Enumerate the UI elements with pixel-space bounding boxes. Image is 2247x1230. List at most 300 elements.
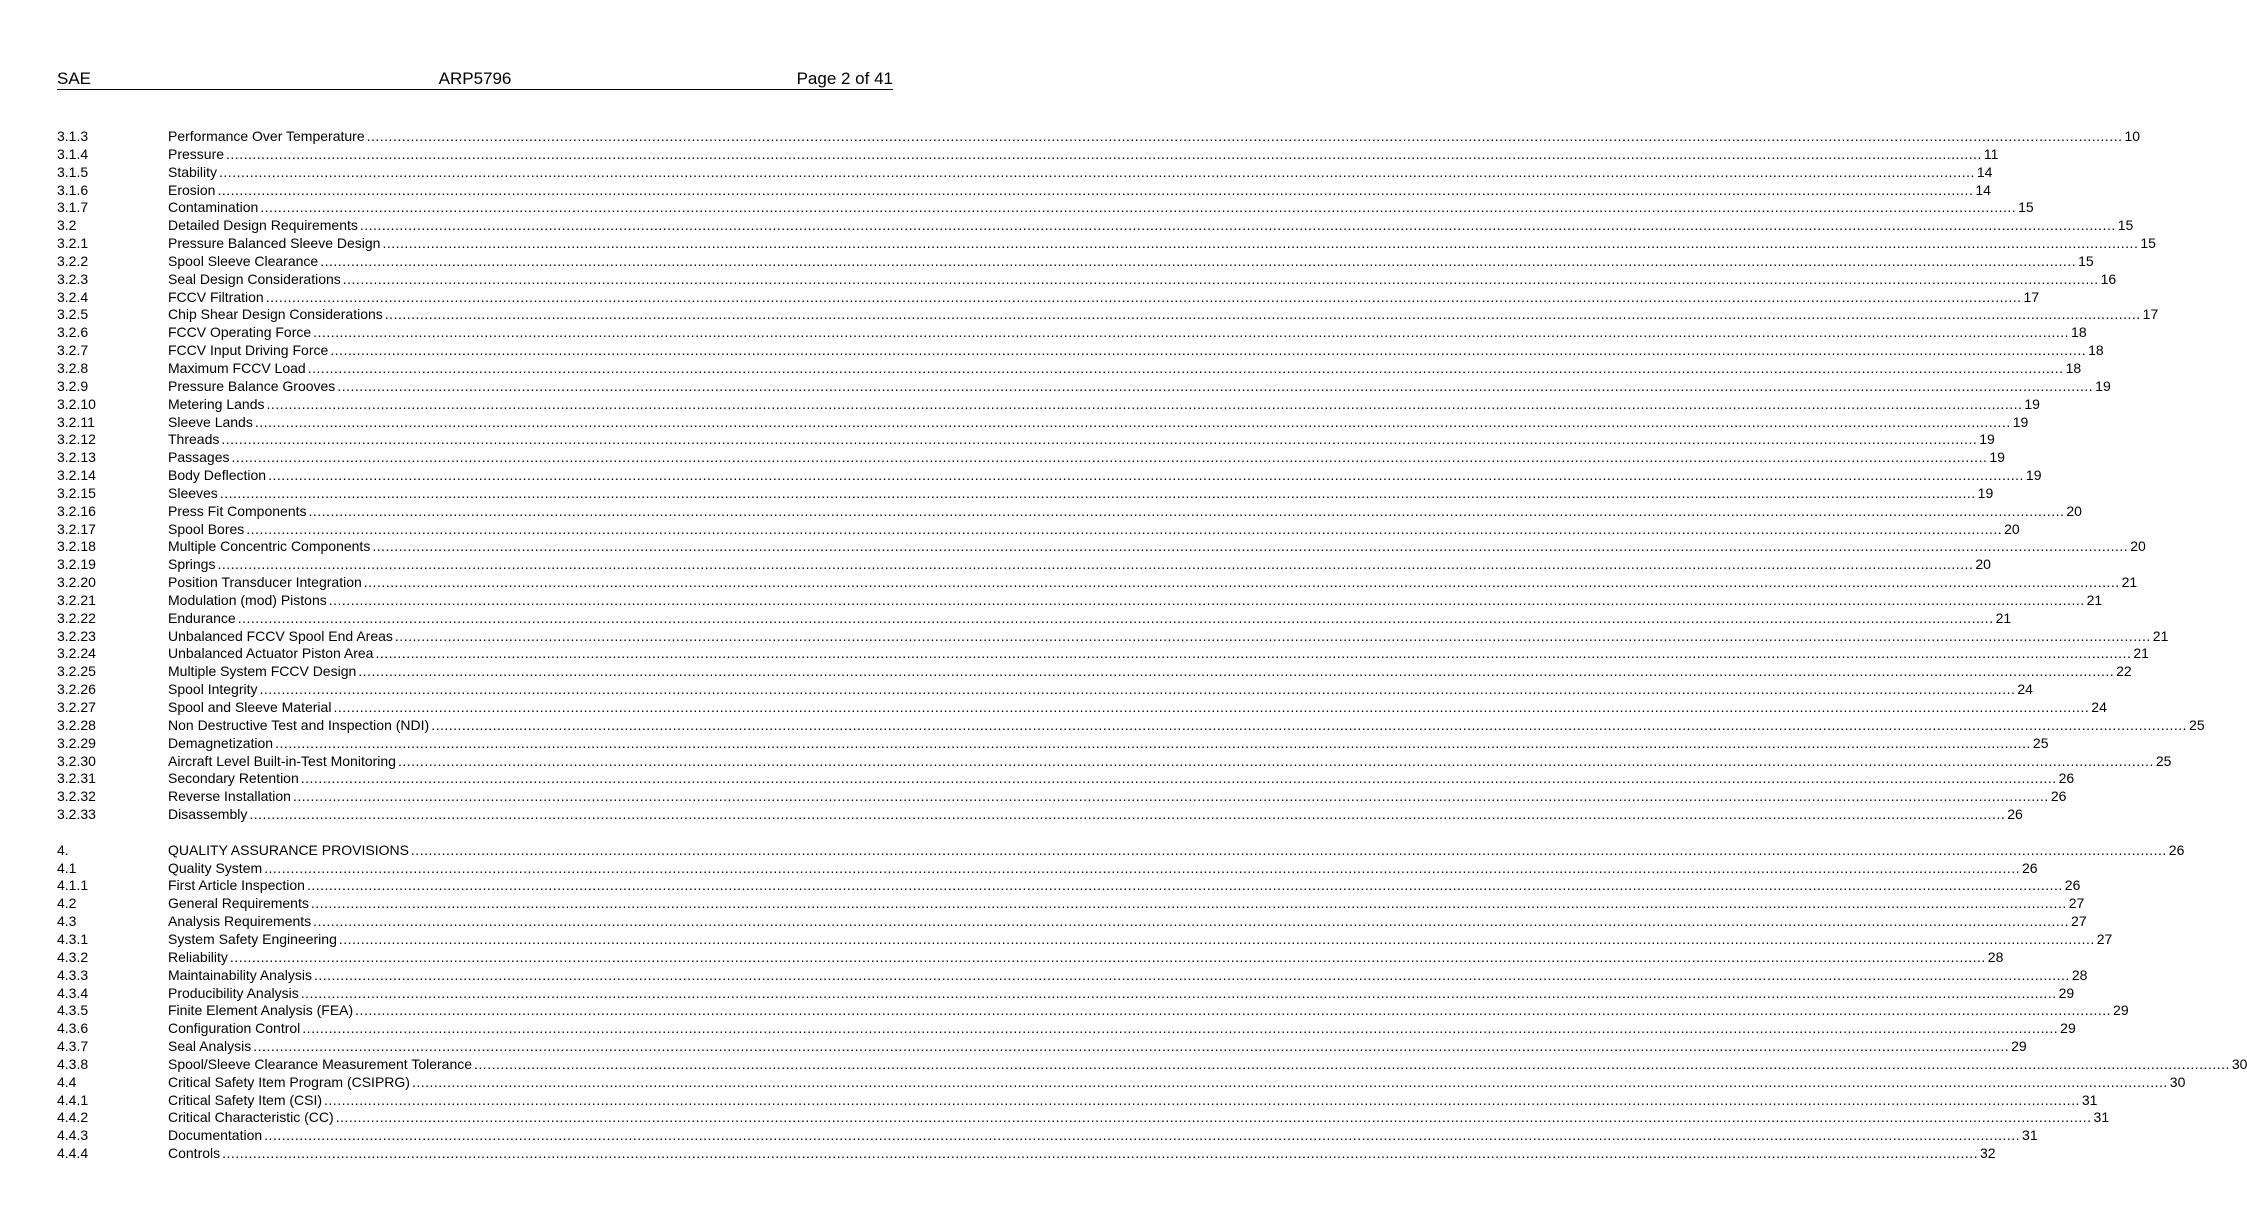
toc-section-number: 4.3 xyxy=(57,913,77,930)
toc-page-number: 30 xyxy=(2231,1055,2247,1072)
toc-title-container xyxy=(168,1145,1978,1163)
toc-entry[interactable] xyxy=(57,484,1994,503)
toc-dot-leader: ................................................................................................................................................................................................................................................................................................................................................................................................................ xyxy=(222,1145,1978,1162)
toc-section-title: Seal Analysis xyxy=(168,1038,252,1055)
toc-title-container xyxy=(168,324,2069,342)
toc-section-title: Secondary Retention xyxy=(168,770,299,787)
toc-page-number: 29 xyxy=(2113,1002,2129,1019)
toc-dot-leader: ................................................................................................................................................................................................................................................................................................................................................................................................................ xyxy=(382,235,2139,252)
toc-entry[interactable] xyxy=(57,235,2156,253)
toc-page-number: 26 xyxy=(2064,877,2081,894)
toc-entry[interactable] xyxy=(57,663,2132,681)
toc-dot-leader: ................................................................................................................................................................................................................................................................................................................................................................................................................ xyxy=(264,859,2020,876)
toc-section-title: Controls xyxy=(168,1145,221,1162)
toc-section-number: 4.4.4 xyxy=(57,1145,89,1162)
toc-page-number: 20 xyxy=(2066,502,2082,519)
toc-page-number: 27 xyxy=(2068,895,2085,912)
toc-section-number: 3.2.17 xyxy=(57,520,96,537)
toc-dot-leader: ................................................................................................................................................................................................................................................................................................................................................................................................................ xyxy=(363,574,2120,591)
toc-section-title: Sleeve Lands xyxy=(168,413,253,430)
toc-entry[interactable] xyxy=(57,324,2087,342)
toc-section-number: 3.2.13 xyxy=(57,449,96,466)
toc-dot-leader: ................................................................................................................................................................................................................................................................................................................................................................................................................ xyxy=(342,270,2099,287)
toc-page-number: 31 xyxy=(2022,1127,2038,1144)
toc-dot-leader: ................................................................................................................................................................................................................................................................................................................................................................................................................ xyxy=(260,199,2017,216)
toc-dot-leader: ................................................................................................................................................................................................................................................................................................................................................................................................................ xyxy=(292,788,2049,805)
toc-entry[interactable] xyxy=(57,788,2067,806)
toc-title-container xyxy=(168,1020,2058,1038)
toc-section-number: 4. xyxy=(57,841,69,858)
toc-dot-leader: ................................................................................................................................................................................................................................................................................................................................................................................................................ xyxy=(246,520,2003,537)
toc-title-container xyxy=(168,788,2049,806)
toc-section-title: Performance Over Temperature xyxy=(168,128,365,144)
toc-dot-leader: ................................................................................................................................................................................................................................................................................................................................................................................................................ xyxy=(226,145,1982,162)
toc-entry[interactable] xyxy=(57,591,2103,610)
toc-entry[interactable] xyxy=(57,520,2020,539)
toc-page-number: 18 xyxy=(2065,359,2082,376)
toc-title-container xyxy=(168,396,2022,414)
toc-title-container xyxy=(168,414,2011,432)
toc-dot-leader: ................................................................................................................................................................................................................................................................................................................................................................................................................ xyxy=(384,306,2141,323)
page-header xyxy=(57,69,893,90)
toc-dot-leader: ................................................................................................................................................................................................................................................................................................................................................................................................................ xyxy=(253,1038,2010,1055)
toc-section-number: 3.2.11 xyxy=(57,413,95,430)
toc-title-container xyxy=(168,895,2067,913)
toc-dot-leader: ................................................................................................................................................................................................................................................................................................................................................................................................................ xyxy=(375,645,2132,662)
toc-title-container xyxy=(168,645,2131,663)
toc-title-container xyxy=(168,967,2070,985)
toc-title-container xyxy=(168,360,2064,378)
toc-title-container xyxy=(168,271,2099,289)
toc-page-number: 22 xyxy=(2116,663,2132,680)
toc-entry[interactable] xyxy=(57,431,1995,449)
toc-dot-leader: ................................................................................................................................................................................................................................................................................................................................................................................................................ xyxy=(394,627,2151,644)
toc-section-title: Spool and Sleeve Material xyxy=(168,699,332,715)
toc-page-number: 18 xyxy=(2071,324,2087,341)
toc-entry[interactable] xyxy=(57,306,2159,324)
toc-dot-leader: ................................................................................................................................................................................................................................................................................................................................................................................................................ xyxy=(324,1091,2080,1108)
toc-entry[interactable] xyxy=(57,1091,2098,1110)
toc-page-number: 30 xyxy=(2169,1073,2186,1090)
toc-title-container xyxy=(168,931,2095,949)
toc-title-container xyxy=(168,503,2064,521)
toc-dot-leader: ................................................................................................................................................................................................................................................................................................................................................................................................................ xyxy=(217,556,1974,573)
toc-dot-leader: ................................................................................................................................................................................................................................................................................................................................................................................................................ xyxy=(221,431,1978,448)
toc-section-number: 3.1.5 xyxy=(57,163,89,180)
toc-entry[interactable] xyxy=(57,1109,2110,1127)
toc-entry[interactable] xyxy=(57,930,2113,949)
toc-dot-leader: ................................................................................................................................................................................................................................................................................................................................................................................................................ xyxy=(307,359,2064,376)
toc-page-number: 31 xyxy=(2093,1109,2110,1126)
toc-section-number: 3.2.23 xyxy=(57,627,96,644)
toc-title-container xyxy=(168,877,2063,895)
toc-section-number: 3.2.12 xyxy=(57,431,96,448)
toc-entry[interactable] xyxy=(57,556,1991,574)
toc-section-title: Threads xyxy=(168,431,220,448)
toc-dot-leader: ................................................................................................................................................................................................................................................................................................................................................................................................................ xyxy=(310,895,2067,912)
toc-title-container xyxy=(168,538,2128,556)
toc-section-title: Body Deflection xyxy=(168,467,267,484)
toc-section-number: 4.3.2 xyxy=(57,948,89,965)
toc-title-container xyxy=(168,717,2187,735)
toc-page-number: 27 xyxy=(2096,930,2113,947)
toc-page-number: 11 xyxy=(1983,145,1999,162)
toc-page-number: 21 xyxy=(2152,627,2169,644)
toc-page-number: 19 xyxy=(1989,449,2005,466)
toc-page-number: 29 xyxy=(2011,1038,2027,1055)
toc-page-number: 19 xyxy=(2095,377,2111,394)
toc-entry[interactable] xyxy=(57,913,2087,931)
toc-title-container xyxy=(168,199,2016,217)
toc-section-title: QUALITY ASSURANCE PROVISIONS xyxy=(168,841,409,858)
toc-title-container xyxy=(168,770,2057,788)
toc-page-number: 19 xyxy=(2025,467,2042,484)
toc-page-number: 26 xyxy=(2007,806,2023,823)
toc-title-container xyxy=(168,1074,2168,1092)
toc-page-number: 20 xyxy=(1975,556,1991,573)
toc-title-container xyxy=(168,182,1973,200)
toc-section-number: 3.2.8 xyxy=(57,359,89,376)
toc-section-number: 3.2.19 xyxy=(57,556,96,573)
toc-title-container xyxy=(168,128,2122,146)
toc-section-number: 3.2.29 xyxy=(57,734,96,751)
toc-title-container xyxy=(168,806,2005,824)
toc-entry[interactable] xyxy=(57,1055,2247,1074)
toc-dot-leader: ................................................................................................................................................................................................................................................................................................................................................................................................................ xyxy=(300,984,2057,1001)
toc-section-title: Sleeves xyxy=(168,484,218,501)
toc-section-number: 3.1.3 xyxy=(57,128,89,144)
toc-dot-leader: ................................................................................................................................................................................................................................................................................................................................................................................................................ xyxy=(410,841,2167,858)
toc-dot-leader: ................................................................................................................................................................................................................................................................................................................................................................................................................ xyxy=(313,324,2070,341)
toc-page-number: 19 xyxy=(1979,431,1995,448)
toc-section-number: 3.2.10 xyxy=(57,395,96,412)
toc-title-container xyxy=(168,306,2141,324)
toc-entry[interactable] xyxy=(57,502,2082,521)
toc-title-container xyxy=(168,860,2020,878)
toc-dot-leader: ................................................................................................................................................................................................................................................................................................................................................................................................................ xyxy=(337,377,2094,394)
toc-entry[interactable] xyxy=(57,217,2134,235)
toc-section-number: 3.2.16 xyxy=(57,502,96,519)
toc-entry[interactable] xyxy=(57,377,2111,396)
toc-entry[interactable] xyxy=(57,948,2004,967)
toc-section-number: 4.1.1 xyxy=(57,877,89,894)
toc-entry[interactable] xyxy=(57,645,2149,663)
toc-dot-leader: ................................................................................................................................................................................................................................................................................................................................................................................................................ xyxy=(219,484,1976,501)
toc-title-container xyxy=(168,1056,2230,1074)
toc-title-container xyxy=(168,1092,2080,1110)
toc-section-number: 3.2.21 xyxy=(57,591,96,608)
toc-dot-leader: ................................................................................................................................................................................................................................................................................................................................................................................................................ xyxy=(330,342,2087,359)
toc-section-title: Pressure Balance Grooves xyxy=(168,377,336,394)
toc-page-number: 21 xyxy=(2121,574,2138,591)
toc-entry[interactable] xyxy=(57,252,2094,271)
toc-title-container xyxy=(168,663,2114,681)
toc-entry[interactable] xyxy=(57,806,2023,824)
toc-section-number: 3.1.4 xyxy=(57,145,89,162)
toc-section-title: Spool Sleeve Clearance xyxy=(168,252,319,269)
toc-entry[interactable] xyxy=(57,449,2005,467)
toc-entry[interactable] xyxy=(57,877,2081,895)
toc-section-title: Spool/Sleeve Clearance Measurement Tolerance xyxy=(168,1055,473,1072)
toc-section-title: Detailed Design Requirements xyxy=(168,217,358,234)
toc-title-container xyxy=(168,681,2015,699)
toc-dot-leader: ................................................................................................................................................................................................................................................................................................................................................................................................................ xyxy=(229,948,1986,965)
toc-dot-leader: ................................................................................................................................................................................................................................................................................................................................................................................................................ xyxy=(474,1055,2230,1072)
toc-dot-leader: ................................................................................................................................................................................................................................................................................................................................................................................................................ xyxy=(411,1073,2168,1090)
toc-entry[interactable] xyxy=(57,199,2034,217)
toc-title-container xyxy=(168,342,2086,360)
toc-section-title: First Article Inspection xyxy=(168,877,305,894)
toc-title-container xyxy=(168,485,1976,503)
toc-entry[interactable] xyxy=(57,734,2049,753)
toc-dot-leader: ................................................................................................................................................................................................................................................................................................................................................................................................................ xyxy=(259,681,2016,698)
toc-section-number: 4.4.2 xyxy=(57,1109,89,1126)
toc-entry[interactable] xyxy=(57,467,2042,485)
toc-page-number: 17 xyxy=(2023,288,2040,305)
toc-section-number: 3.2.30 xyxy=(57,752,96,769)
toc-dot-leader: ................................................................................................................................................................................................................................................................................................................................................................................................................ xyxy=(219,163,1975,180)
toc-dot-leader: ................................................................................................................................................................................................................................................................................................................................................................................................................ xyxy=(431,716,2188,733)
toc-section-number: 4.3.5 xyxy=(57,1002,89,1019)
toc-entry[interactable] xyxy=(57,163,1993,182)
toc-title-container xyxy=(168,289,2022,307)
table-of-contents xyxy=(57,128,2247,1163)
toc-entry[interactable] xyxy=(57,342,2104,360)
toc-section-title: Endurance xyxy=(168,609,236,626)
toc-entry[interactable] xyxy=(57,395,2040,414)
toc-section-number: 3.1.6 xyxy=(57,181,89,198)
toc-section-title: Position Transducer Integration xyxy=(168,574,362,591)
toc-title-container xyxy=(168,449,1987,467)
toc-title-container xyxy=(168,521,2002,539)
toc-section-number: 3.2.9 xyxy=(57,377,89,394)
toc-dot-leader: ................................................................................................................................................................................................................................................................................................................................................................................................................ xyxy=(217,181,1974,198)
toc-section-number: 4.4.3 xyxy=(57,1127,89,1144)
toc-section-title: Springs xyxy=(168,556,216,573)
toc-section-title: Reliability xyxy=(168,948,228,965)
toc-entry[interactable] xyxy=(57,181,1991,200)
toc-section-title: Maximum FCCV Load xyxy=(168,359,306,376)
toc-page-number: 14 xyxy=(1976,163,1993,180)
toc-section-title: Analysis Requirements xyxy=(168,913,312,930)
toc-section-title: Unbalanced FCCV Spool End Areas xyxy=(168,627,393,644)
toc-section-title: Critical Safety Item (CSI) xyxy=(168,1091,323,1108)
toc-dot-leader: ................................................................................................................................................................................................................................................................................................................................................................................................................ xyxy=(265,288,2022,305)
toc-entry[interactable] xyxy=(57,1127,2038,1145)
toc-entry[interactable] xyxy=(57,1020,2076,1038)
toc-entry[interactable] xyxy=(57,1073,2186,1092)
toc-title-container xyxy=(168,574,2120,592)
toc-section-title: FCCV Filtration xyxy=(168,288,264,305)
toc-section-title: Disassembly xyxy=(168,806,248,823)
toc-dot-leader: ................................................................................................................................................................................................................................................................................................................................................................................................................ xyxy=(266,395,2023,412)
toc-section-number: 3.2.26 xyxy=(57,681,96,698)
toc-page-number: 25 xyxy=(2189,716,2205,733)
toc-section-title: Finite Element Analysis (FEA) xyxy=(168,1002,354,1019)
toc-dot-leader: ................................................................................................................................................................................................................................................................................................................................................................................................................ xyxy=(338,930,2095,947)
toc-page-number: 26 xyxy=(2168,841,2185,858)
toc-section-title: Unbalanced Actuator Piston Area xyxy=(168,645,374,662)
toc-title-container xyxy=(168,842,2167,860)
toc-section-number: 3.2.2 xyxy=(57,252,89,269)
toc-page-number: 26 xyxy=(2058,770,2075,787)
toc-title-container xyxy=(168,1002,2111,1020)
toc-section-number: 3.2.27 xyxy=(57,699,96,715)
toc-section-number: 3.2.3 xyxy=(57,270,89,287)
toc-entry[interactable] xyxy=(57,609,2012,628)
toc-section-title: Demagnetization xyxy=(168,734,274,751)
toc-dot-leader: ................................................................................................................................................................................................................................................................................................................................................................................................................ xyxy=(300,770,2057,787)
toc-title-container xyxy=(168,753,2154,771)
toc-dot-leader: ................................................................................................................................................................................................................................................................................................................................................................................................................ xyxy=(313,966,2070,983)
toc-dot-leader: ................................................................................................................................................................................................................................................................................................................................................................................................................ xyxy=(264,1127,2021,1144)
toc-page-number: 15 xyxy=(2140,235,2156,252)
toc-page-number: 20 xyxy=(2004,520,2020,537)
toc-section-number: 4.3.6 xyxy=(57,1020,89,1037)
toc-page-number: 26 xyxy=(2050,788,2067,805)
toc-section-number: 3.2.1 xyxy=(57,235,89,252)
toc-entry[interactable] xyxy=(57,538,2146,556)
toc-section-title: Press Fit Components xyxy=(168,502,307,519)
toc-dot-leader: ................................................................................................................................................................................................................................................................................................................................................................................................................ xyxy=(275,734,2031,751)
toc-section-title: Chip Shear Design Considerations xyxy=(168,306,383,323)
toc-section-title: Seal Design Considerations xyxy=(168,270,341,287)
toc-dot-leader: ................................................................................................................................................................................................................................................................................................................................................................................................................ xyxy=(358,663,2115,680)
toc-dot-leader: ................................................................................................................................................................................................................................................................................................................................................................................................................ xyxy=(249,806,2006,823)
toc-entry[interactable] xyxy=(57,128,2141,146)
toc-section-title: Modulation (mod) Pistons xyxy=(168,591,327,608)
toc-section-title: Critical Characteristic (CC) xyxy=(168,1109,334,1126)
toc-section-number: 4.4 xyxy=(57,1073,77,1090)
toc-entry[interactable] xyxy=(57,270,2117,289)
toc-section-title: Pressure Balanced Sleeve Design xyxy=(168,235,381,252)
toc-page-number: 15 xyxy=(2018,199,2034,216)
toc-section-number: 3.2.20 xyxy=(57,574,96,591)
toc-title-container xyxy=(168,146,1982,164)
toc-page-number: 24 xyxy=(2017,681,2033,698)
toc-section-title: Maintainability Analysis xyxy=(168,966,312,983)
toc-section-number: 4.3.7 xyxy=(57,1038,89,1055)
toc-section-title: Stability xyxy=(168,163,218,180)
toc-page-number: 31 xyxy=(2081,1091,2098,1108)
toc-entry[interactable] xyxy=(57,413,2029,432)
toc-title-container xyxy=(168,1109,2092,1127)
toc-section-title: Contamination xyxy=(168,199,259,216)
toc-page-number: 28 xyxy=(2071,966,2088,983)
toc-entry[interactable] xyxy=(57,770,2075,788)
toc-section-title: Passages xyxy=(168,449,230,466)
toc-entry[interactable] xyxy=(57,966,2088,985)
toc-page-number: 29 xyxy=(2058,984,2075,1001)
toc-page-number: 19 xyxy=(1977,484,1994,501)
toc-title-container xyxy=(168,1038,2009,1056)
toc-entry[interactable] xyxy=(57,359,2082,378)
toc-entry[interactable] xyxy=(57,1145,1996,1163)
toc-section-number: 3.2.4 xyxy=(57,288,89,305)
toc-entry[interactable] xyxy=(57,984,2075,1003)
toc-title-container xyxy=(168,253,2076,271)
toc-section-number: 4.1 xyxy=(57,859,77,876)
toc-entry[interactable] xyxy=(57,716,2205,735)
toc-section-number: 4.3.1 xyxy=(57,930,89,947)
toc-title-container xyxy=(168,949,1986,967)
toc-section-title: Documentation xyxy=(168,1127,263,1144)
toc-dot-leader: ................................................................................................................................................................................................................................................................................................................................................................................................................ xyxy=(397,752,2154,769)
toc-section-number: 3.2 xyxy=(57,217,77,234)
toc-section-number: 3.2.24 xyxy=(57,645,96,662)
toc-page-number: 32 xyxy=(1980,1145,1996,1162)
toc-title-container xyxy=(168,592,2085,610)
toc-section-title: Non Destructive Test and Inspection (NDI) xyxy=(168,716,430,733)
toc-section-number: 4.3.4 xyxy=(57,984,89,1001)
toc-entry[interactable] xyxy=(57,627,2169,646)
header-org: SAE xyxy=(57,69,92,88)
toc-dot-leader: ................................................................................................................................................................................................................................................................................................................................................................................................................ xyxy=(306,877,2063,894)
toc-dot-leader: ................................................................................................................................................................................................................................................................................................................................................................................................................ xyxy=(335,1109,2092,1126)
toc-page-number: 14 xyxy=(1975,181,1991,198)
toc-section-number: 3.2.15 xyxy=(57,484,96,501)
toc-title-container xyxy=(168,628,2151,646)
header-page-number: Page 2 of 41 xyxy=(796,69,893,88)
toc-entry[interactable] xyxy=(57,681,2033,699)
toc-page-number: 16 xyxy=(2100,270,2117,287)
toc-dot-leader: ................................................................................................................................................................................................................................................................................................................................................................................................................ xyxy=(355,1002,2112,1019)
toc-dot-leader: ................................................................................................................................................................................................................................................................................................................................................................................................................ xyxy=(254,413,2011,430)
toc-title-container xyxy=(168,556,1973,574)
toc-page-number: 10 xyxy=(2124,128,2141,144)
toc-page-number: 17 xyxy=(2142,306,2159,323)
toc-entry[interactable] xyxy=(57,1002,2129,1020)
toc-entry[interactable] xyxy=(57,859,2038,878)
toc-section-number: 3.2.5 xyxy=(57,306,89,323)
toc-dot-leader: ................................................................................................................................................................................................................................................................................................................................................................................................................ xyxy=(231,449,1988,466)
toc-page-number: 21 xyxy=(1995,609,2012,626)
toc-title-container xyxy=(168,431,1977,449)
toc-section-number: 3.2.25 xyxy=(57,663,96,680)
toc-entry[interactable] xyxy=(57,145,1999,164)
toc-entry[interactable] xyxy=(57,288,2040,307)
header-doc-number: ARP5796 xyxy=(438,69,512,88)
toc-section-title: Aircraft Level Built-in-Test Monitoring xyxy=(168,752,396,769)
toc-page-number: 25 xyxy=(2032,734,2049,751)
toc-section-number: 3.2.6 xyxy=(57,324,89,341)
toc-section-title: FCCV Input Driving Force xyxy=(168,342,329,359)
toc-entry[interactable] xyxy=(57,1038,2027,1056)
toc-section-number: 4.3.8 xyxy=(57,1055,89,1072)
toc-title-container xyxy=(168,735,2031,753)
toc-section-title: Multiple System FCCV Design xyxy=(168,663,357,680)
toc-dot-leader: ................................................................................................................................................................................................................................................................................................................................................................................................................ xyxy=(366,128,2123,144)
toc-section-number: 3.2.22 xyxy=(57,609,96,626)
toc-section-number: 3.2.32 xyxy=(57,788,96,805)
toc-page-number: 21 xyxy=(2086,591,2103,608)
toc-dot-leader: ................................................................................................................................................................................................................................................................................................................................................................................................................ xyxy=(333,699,2090,715)
toc-entry[interactable] xyxy=(57,574,2138,592)
toc-page-number: 15 xyxy=(2117,217,2134,234)
toc-title-container xyxy=(168,235,2138,253)
toc-title-container xyxy=(168,699,2089,717)
toc-entry[interactable] xyxy=(57,752,2172,771)
toc-entry[interactable] xyxy=(57,699,2107,717)
toc-dot-leader: ................................................................................................................................................................................................................................................................................................................................................................................................................ xyxy=(268,467,2024,484)
toc-page-number: 15 xyxy=(2078,252,2094,269)
toc-section-title: Critical Safety Item Program (CSIPRG) xyxy=(168,1073,410,1090)
toc-entry[interactable] xyxy=(57,895,2085,913)
toc-page-number: 27 xyxy=(2071,913,2087,930)
toc-entry[interactable] xyxy=(57,841,2185,860)
toc-section-title: FCCV Operating Force xyxy=(168,324,312,341)
toc-page-number: 24 xyxy=(2091,699,2107,715)
